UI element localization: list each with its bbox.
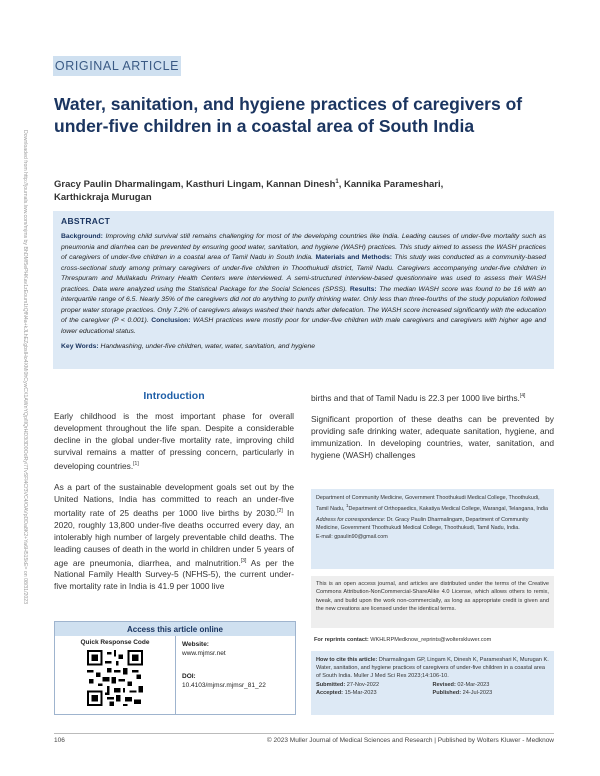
cite-text: Dharmalingam GP, Lingam K, Dinesh K, Parameshari K, Murugan K. Water, sanitation, and hygiene practices of caregivers of under-five children in a coastal area of South India. Muller J Med Sci Res 2023;14:106-10.: [316, 657, 549, 679]
revised-value: 02-Mar-2023: [455, 682, 490, 688]
abstract-box: [53, 211, 554, 369]
qr-column: [55, 636, 176, 714]
keywords-text: Handwashing, under-five children, water, water, sanitation, and hygiene: [100, 343, 316, 350]
abstract-heading: ABSTRACT: [61, 216, 111, 226]
affiliation-box: [311, 489, 554, 569]
accepted-date: [316, 689, 433, 697]
corr-label: Address for correspondence:: [316, 517, 386, 524]
intro-p2-a: As a part of the sustainable development goals set out by the United Nations, India has committed to reach an under-five mortality rate of 25 deaths per 1000 live births by 2030.: [54, 481, 294, 518]
author-sup: 1: [335, 179, 339, 185]
reprints-line: [314, 636, 554, 644]
footer-copyright: © 2023 Muller Journal of Medical Sciences and Research | Published by Wolters Kluwer - Medknow: [266, 737, 554, 744]
download-note: Downloaded from http://journals.lww.com/mjms by BhDMf5ePHKav1zEoum1tQfN4a+kJLhEZgbsIHo4XMi0hCywCX1AWnYQp/IlQrHD3i3D0OdRyi7TvSFl4Cf3VC4/OAVpDDa8K2+Ya6H515kE= on 08/31/2023: [22, 130, 28, 605]
authors-line2: Karthickraja Murugan: [54, 192, 152, 204]
corr-text: Dr. Gracy Paulin Dharmalingam, Department of Community Medicine, Government Thoothukudi Medical College, Thoothukudi, Tamil Nadu, India.: [316, 517, 529, 532]
qr-code-icon[interactable]: [87, 650, 143, 706]
access-info: [176, 636, 295, 714]
left-column: [54, 390, 294, 601]
website-label: Website:: [182, 641, 209, 648]
affil-dept2: Department of Orthopaedics, Kakatiya Medical College, Warangal, Telangana, India: [348, 506, 549, 512]
correspondence: [316, 516, 549, 541]
intro-paragraph-1: [54, 410, 294, 472]
background-label: Background:: [61, 233, 103, 240]
access-heading: Access this article online: [55, 622, 295, 636]
reprints-label: For reprints contact:: [314, 637, 369, 643]
citation-box: [311, 651, 554, 715]
keywords-label: Key Words:: [61, 343, 99, 350]
intro-paragraph-2: [54, 481, 294, 593]
revised-label: Revised:: [432, 682, 456, 688]
ref-4[interactable]: [4]: [519, 393, 526, 399]
submitted-value: 27-Nov-2022: [345, 682, 380, 688]
published-date: [433, 689, 550, 697]
submitted-date: [316, 681, 433, 689]
ref-3[interactable]: [3]: [240, 557, 247, 564]
intro-heading: Introduction: [143, 390, 205, 402]
cite-label: How to cite this article:: [316, 657, 378, 663]
results-label: Results:: [349, 285, 377, 293]
accepted-value: 15-Mar-2023: [343, 690, 377, 696]
published-value: 24-Jul-2023: [461, 690, 493, 696]
conclusion-text: WASH practices were mostly poor for under-five children with male caregivers and caregivers with higher age and lower educational status.: [61, 317, 546, 335]
background-text: Improving child survival still remains challenging for most of the developing countries like India. Leading causes of under-five mortality such as pneumonia and diarrhea can be prevented by ensuring good water, sanitation, and hygiene (WASH) practices. This study aimed to assess the WASH practices of caregivers of under-five children in a coastal area of Tamil Nadu in South India.: [61, 233, 546, 261]
ref-2[interactable]: [2]: [277, 507, 283, 514]
intro-paragraph-3: [311, 390, 554, 404]
corr-email[interactable]: E-mail: gpaulin90@gmail.com: [316, 533, 388, 540]
intro-p2-b: In 2020, roughly 13,800 under-five deaths occurred every day, an intolerably high number of largely preventable child deaths. The leading causes of death in the world in children under 5 years of age are pneumonia, diarrhea, and malnutrition.: [54, 507, 295, 568]
page-number: 106: [54, 737, 65, 744]
authors-line1-a: Gracy Paulin Dharmalingam, Kasthuri Lingam, Kannan Dinesh: [54, 179, 336, 191]
footer-divider: [54, 733, 554, 734]
authors-line1-b: , Kannika Parameshari,: [338, 179, 444, 191]
revised-date: [433, 681, 550, 689]
submitted-label: Submitted:: [316, 682, 346, 688]
affil-dept: Department of Community Medicine, Government Thoothukudi Medical College, Thoothukudi, Tamil Nadu,: [316, 495, 540, 512]
access-online-box: [54, 621, 296, 715]
author-list: [54, 176, 554, 204]
affil-sup: 1: [345, 503, 349, 509]
published-label: Published:: [432, 690, 462, 696]
intro-r1-text: births and that of Tamil Nadu is 22.3 per 1000 live births.: [311, 392, 520, 403]
article-dates: [316, 681, 549, 697]
intro-p2-c: As per the National Family Health Survey-5 (NFHS-5), the current under-five mortality rate in India is 41.9 per 1000 live: [54, 557, 294, 592]
open-access-box: This is an open access journal, and articles are distributed under the terms of the Creative Commons Attribution-NonCommercial-ShareAlike 4.0 License, which allows others to remix, tweak, and build upon the work non-commercially, as long as appropriate credit is given and the new creations are licensed under the identical terms.: [311, 576, 554, 628]
keywords: [61, 342, 546, 352]
results-text: The median WASH score was found to be 16 with an interquartile range of 6.5. Nearly 35% of the caregivers did not do anything to purify drinking water. Only less than three-fourths of the study population followed proper water storage practices. Only 7.2% of caregivers always washed their hands after defecation. The WASH score increased significantly with the education of the caregiver (P < 0.001).: [61, 285, 547, 324]
abstract-body: [61, 232, 546, 337]
right-column: [311, 390, 554, 470]
methods-label: Materials and Methods:: [315, 254, 393, 261]
website-link[interactable]: www.mjmsr.net: [182, 650, 226, 657]
article-type-tag: ORIGINAL ARTICLE: [53, 56, 181, 76]
accepted-label: Accepted:: [316, 690, 344, 696]
intro-paragraph-4: Significant proportion of these deaths can be prevented by providing safe drinking water, adequate sanitation, hygiene, and immunization. In developing countries, water, sanitation, and hygiene (WASH) challenges: [311, 413, 554, 460]
qr-label: Quick Response Code: [80, 639, 150, 646]
conclusion-label: Conclusion:: [151, 317, 191, 324]
article-title: Water, sanitation, and hygiene practices of caregivers of under-five children in a coastal area of South India: [54, 94, 523, 136]
ref-1[interactable]: [1]: [133, 461, 139, 467]
methods-text: This study was conducted as a community-based cross-sectional study among primary caregivers of under-five children in Thoothukudi district, Tamil Nadu. Caregivers accompanying under-five children in Threspuram and Mullakadu Primary Health Centers were interviewed. A semi-structured interview-based questionnaire was used to assess their WASH practices. Data were analyzed using the Statistical Package for the Social Sciences (SPSS).: [61, 254, 546, 293]
doi-label: DOI:: [182, 673, 196, 680]
doi-link[interactable]: 10.4103/mjmsr.mjmsr_81_22: [182, 682, 266, 689]
reprints-email[interactable]: WKHLRPMedknow_reprints@wolterskluwer.com: [368, 637, 492, 643]
intro-p1-text: Early childhood is the most important phase for overall development throughout the life span. Despite a considerable decline in the global under-five mortality rate, improving child survival remains a matter of pressing concern, particularly in developing countries.: [54, 411, 294, 471]
